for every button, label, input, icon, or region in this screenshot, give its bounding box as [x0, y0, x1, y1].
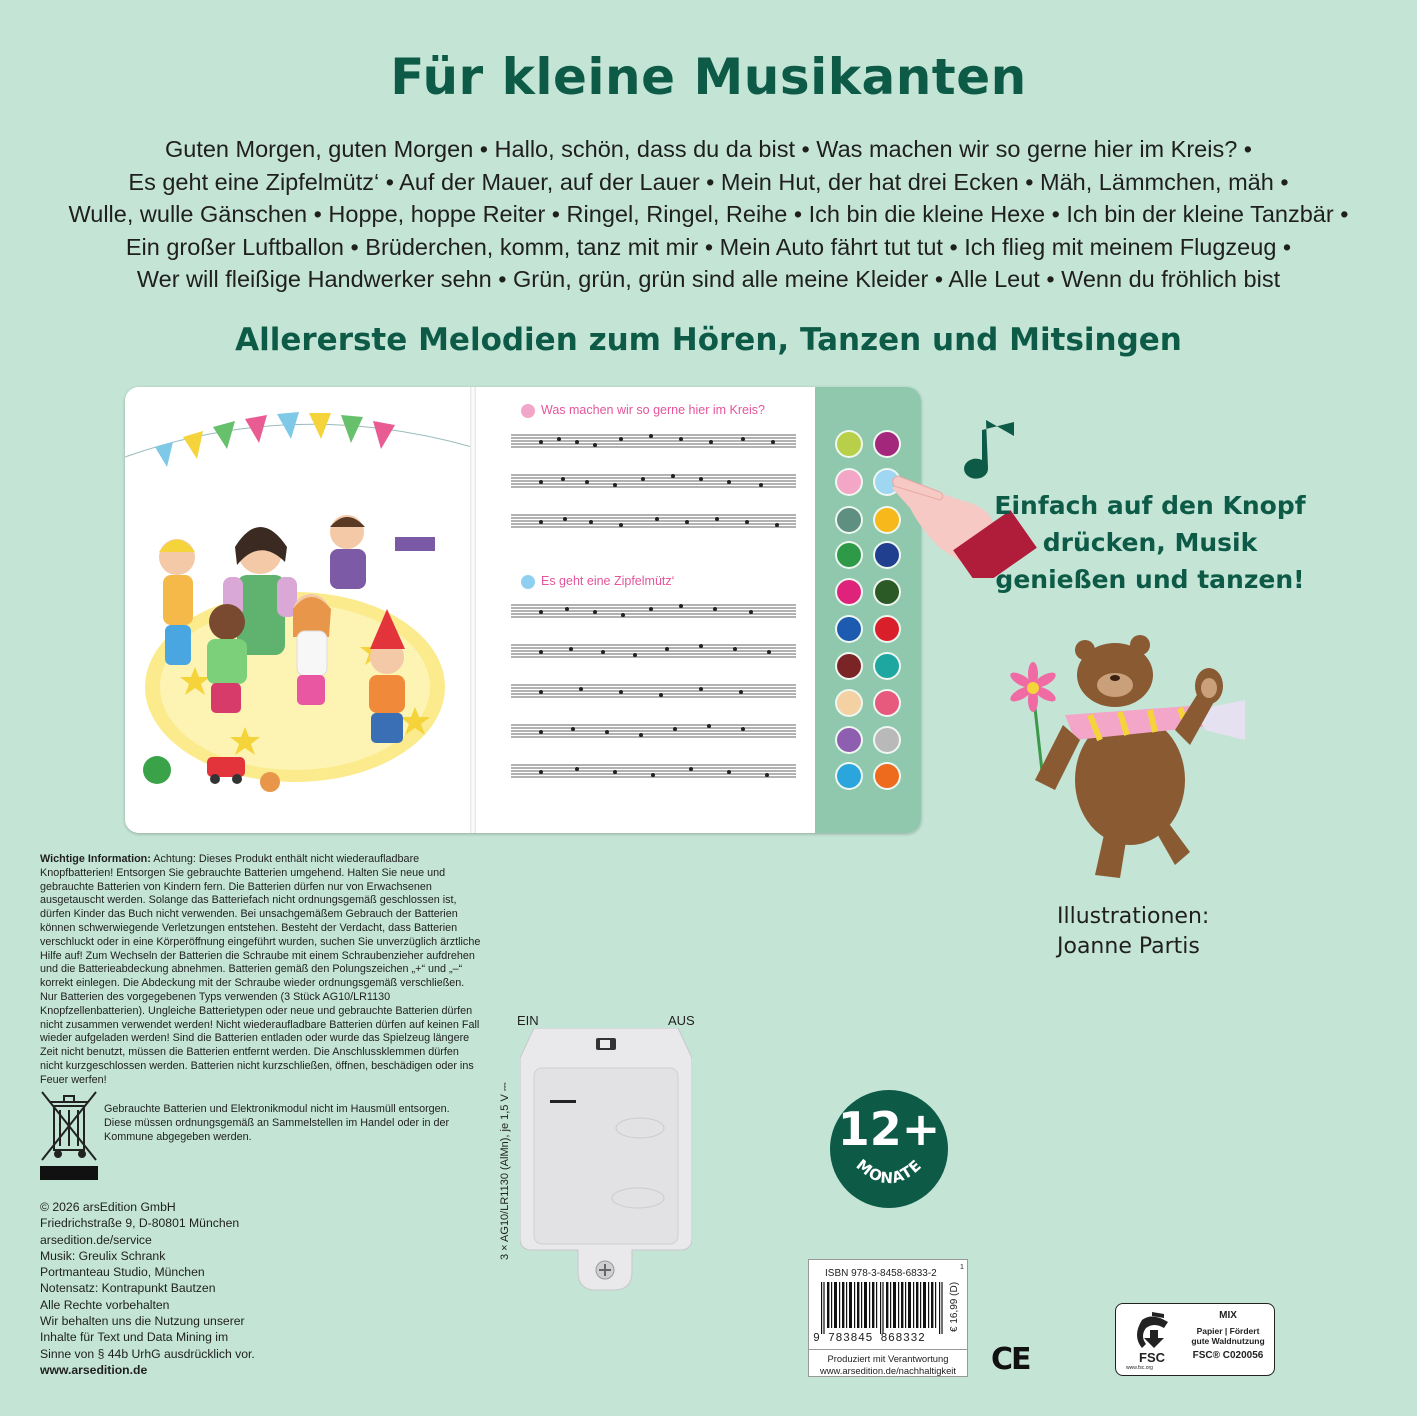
price: € 16,99 (D) — [949, 1281, 960, 1332]
song-list-line: Wulle, wulle Gänschen • Hoppe, hoppe Reiter • Ringel, Ringel, Reihe • Ich bin die kleine Hexe • Ich bin der kleine Tanzbär • — [68, 201, 1349, 227]
battery-warning — [40, 853, 482, 1088]
fsc-code: FSC® C020056 — [1192, 1350, 1264, 1361]
sound-button[interactable] — [837, 654, 861, 678]
fsc-logo-text: FSC — [1139, 1350, 1165, 1365]
fsc-line: gute Waldnutzung — [1191, 1336, 1265, 1346]
isbn-barcode-box — [808, 1259, 968, 1377]
crossed-bin-icon — [40, 1088, 98, 1180]
book-fold — [470, 387, 476, 833]
sound-button[interactable] — [837, 617, 861, 641]
age-unit-text: MONATE — [852, 1155, 926, 1188]
dancing-bear-illustration — [1005, 630, 1255, 885]
song1-staves — [511, 429, 796, 549]
sound-button[interactable] — [837, 508, 861, 532]
sound-button[interactable] — [837, 543, 861, 567]
age-unit-arc — [830, 1090, 948, 1208]
sound-button[interactable] — [875, 654, 899, 678]
song2-staves — [511, 599, 796, 809]
sheet-music-page — [483, 387, 815, 833]
sound-button[interactable] — [875, 580, 899, 604]
barcode — [819, 1282, 947, 1334]
hint-line: drücken, Musik — [1042, 528, 1258, 557]
battery-compartment — [520, 1028, 692, 1291]
svg-text:MONATE — [853, 1156, 926, 1188]
imprint-line: Sinne von § 44b UrhG ausdrücklich vor. — [40, 1346, 255, 1361]
switch-on-label: EIN — [517, 1013, 539, 1028]
illustrator-credit — [1057, 902, 1209, 962]
imprint-line: Friedrichstraße 9, D-80801 München — [40, 1216, 240, 1231]
fsc-web: www.fsc.org — [1126, 1365, 1153, 1371]
imprint-line: Musik: Greulix Schrank — [40, 1248, 166, 1263]
fsc-mix: MIX — [1219, 1310, 1237, 1321]
disposal-note: Gebrauchte Batterien und Elektronikmodul nicht im Hausmüll entsorgen. Diese müssen ordnungsgemäß an Sammelstellen im Handel oder in der Kommune abgegeben werden. — [104, 1103, 450, 1143]
cover-subtitle: Allererste Melodien zum Hören, Tanzen und Mitsingen — [235, 322, 1182, 358]
sound-button[interactable] — [837, 432, 861, 456]
children-dancing-illustration — [125, 387, 472, 833]
song2-dot — [521, 575, 535, 589]
song-list-line: Wer will fleißige Handwerker sehn • Grün, grün, grün sind alle meine Kleider • Alle Leut • Wenn du fröhlich bist — [136, 266, 1281, 292]
song-list-line: Guten Morgen, guten Morgen • Hallo, schön, dass du da bist • Was machen wir so gerne hier im Kreis? • — [164, 136, 1253, 162]
imprint-line: Notensatz: Kontrapunkt Bautzen — [40, 1281, 216, 1296]
sound-button[interactable] — [875, 764, 899, 788]
song-list-line: Es geht eine Zipfelmütz‘ • Auf der Mauer, auf der Lauer • Mein Hut, der hat drei Ecken • Mäh, Lämmchen, mäh • — [128, 168, 1289, 195]
warning-label: Wichtige Information: — [40, 853, 151, 865]
sustainability-note — [809, 1349, 967, 1377]
switch-off-label: AUS — [668, 1013, 695, 1028]
hint-text — [990, 487, 1310, 598]
battery-spec-text: 3 × AG10/LR1130 (AlMn), je 1,5 V ⎓ — [499, 1082, 511, 1260]
isbn-digits: 9 783845 868332 — [813, 1332, 926, 1345]
song2-title-text: Es geht eine Zipfelmütz‘ — [541, 574, 675, 588]
imprint-line: © 2026 arsEdition GmbH — [40, 1200, 176, 1214]
warning-text: Achtung: Dieses Produkt enthält nicht wiederaufladbare Knopfbatterien! Entsorgen Sie gebrauchte Batterien umgehend. Halten Sie neue und gebrauchte Batterien von Kindern fern. Die Batterien dürfen nur von Erwachsenen ausgetauscht werden. Solange das Batteriefach nicht ordnungsgemäß geschlossen ist, dürfen Kinder das Buch nicht verwenden. Bei unsachgemäßem Gebrauch der Batterien können schwerwiegende Verletzungen entstehen. Besteht der Verdacht, dass Batterien verschluckt oder in eine Körperöffnung eingeführt wurden, suchen Sie unverzüglich ärztliche Hilfe auf! Zum Wechseln der Batterien die Schraube mit einem Schraubenzieher aufdrehen und die Batterieabdeckung abnehmen. Batterien gemäß den Polungszeichen „+“ und „–“ korrekt einlegen. Die Abdeckung mit der Schraube wieder ordnungsgemäß verschließen. Nur Batterien des vorgegebenen Typs verwenden (3 Stück AG10/LR1130 Knopfzellenbatterien). Ungleiche Batterietypen oder neue und gebrauchte Batterien dürfen nicht zusammen verwendet werden! Nicht wiederaufladbare Batterien dürfen auf keinen Fall wieder aufgeladen werden! Sind die Batterien entladen oder wurde das Spielzeug längere Zeit nicht benutzt, müssen die Batterien entfernt werden. Die Anschlussklemmen dürfen nicht kurzgeschlossen werden. Batterien nicht kurzschließen, öffnen, beschädigen oder ins Feuer werfen! — [40, 853, 481, 1086]
fsc-tree-icon — [1124, 1308, 1180, 1366]
sound-button[interactable] — [875, 617, 899, 641]
sound-button[interactable] — [875, 691, 899, 715]
sound-button[interactable] — [875, 728, 899, 752]
battery-spec — [489, 1070, 509, 1260]
sound-button[interactable] — [837, 764, 861, 788]
illustrator-label: Illustrationen: — [1057, 904, 1210, 929]
imprint-line: Alle Rechte vorbehalten — [40, 1297, 170, 1312]
age-number: 12+ — [837, 1102, 941, 1156]
sound-button[interactable] — [837, 728, 861, 752]
fsc-description — [1182, 1326, 1274, 1346]
song-list — [40, 133, 1377, 296]
sound-button[interactable] — [837, 470, 861, 494]
website-link[interactable]: www.arsedition.de — [40, 1362, 148, 1377]
isbn-label: ISBN 978-3-8458-6833-2 — [825, 1268, 937, 1279]
sound-button[interactable] — [837, 580, 861, 604]
imprint-line: Inhalte für Text und Data Mining im — [40, 1330, 229, 1345]
song-list-line: Ein großer Luftballon • Brüderchen, komm, tanz mit mir • Mein Auto fährt tut tut • Ich flieg mit meinem Flugzeug • — [125, 233, 1292, 260]
sustainability-line: Produziert mit Verantwortung — [827, 1353, 949, 1364]
imprint-line: Wir behalten uns die Nutzung unserer — [40, 1314, 245, 1329]
song1-dot — [521, 404, 535, 418]
fsc-label — [1115, 1303, 1275, 1376]
hint-line: Einfach auf den Knopf — [994, 491, 1306, 520]
imprint-line: Portmanteau Studio, München — [40, 1265, 205, 1280]
hint-line: genießen und tanzen! — [995, 565, 1305, 594]
book-spread-preview — [125, 387, 921, 833]
ce-mark: CE — [991, 1342, 1030, 1377]
isbn-supplement: 1 — [960, 1264, 964, 1271]
illustrator-name: Joanne Partis — [1057, 934, 1200, 959]
cover-title: Für kleine Musikanten — [390, 48, 1027, 106]
age-badge — [830, 1090, 948, 1208]
song1-title-text: Was machen wir so gerne hier im Kreis? — [541, 403, 765, 417]
publisher-imprint — [40, 1199, 370, 1378]
sound-button[interactable] — [837, 691, 861, 715]
imprint-line: arsedition.de/service — [40, 1232, 152, 1247]
sustainability-url: www.arsedition.de/nachhaltigkeit — [819, 1365, 956, 1376]
fsc-line: Papier | Fördert — [1196, 1326, 1260, 1336]
